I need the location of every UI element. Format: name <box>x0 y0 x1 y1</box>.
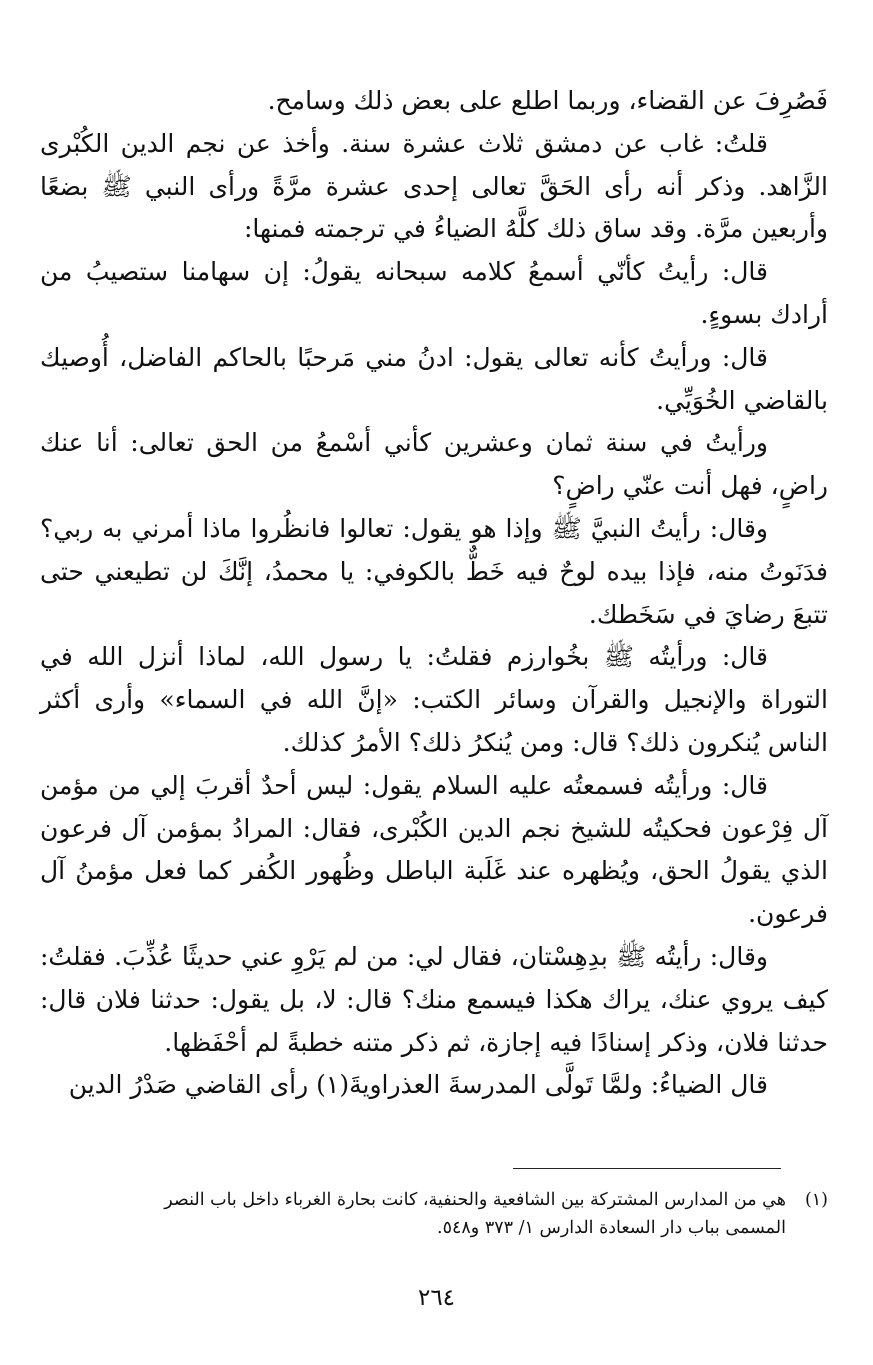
footnote-1 <box>45 1186 828 1242</box>
footnote-line-1: هي من المدارس المشتركة بين الشافعية والحنفية، كانت بحارة الغرباء داخل باب النصر <box>164 1190 786 1210</box>
footnote-line-2: المسمى بباب دار السعادة الدارس ١/ ٣٧٣ و٥٤٨. <box>437 1218 786 1238</box>
main-text <box>40 80 828 1107</box>
paragraph-10: قال الضياءُ: ولمَّا تَولَّى المدرسةَ العذراويةَ(١) رأى القاضي صَدْرُ الدين <box>68 1070 768 1100</box>
paragraph-1: فَصُرِفَ عن القضاء، وربما اطلع على بعض ذلك وسامح. <box>267 86 828 115</box>
paragraph-7: قال: ورأيتُه ﷺ بخُوارزم فقلتُ: يا رسول الله، لماذا أنزل الله في التوراة والإنجيل والقرآن وسائر الكتب: «إنَّ الله في السماء» وأرى أكثر الناس يُنكرون ذلك؟ قال: ومن يُنكرُ ذلك؟ الأمرُ كذلك. <box>40 642 828 757</box>
paragraph-3: قال: رأيتُ كأنّي أسمعُ كلامه سبحانه يقولُ: إن سهامنا ستصيبُ من أرادك بسوءٍ. <box>40 257 828 329</box>
footnotes <box>45 1186 828 1242</box>
paragraph-5: ورأيتُ في سنة ثمان وعشرين كأني أسْمعُ من الحق تعالى: أنا عنك راضٍ، فهل أنت عنّي راضٍ؟ <box>40 428 828 501</box>
paragraph-4: قال: ورأيتُ كأنه تعالى يقول: ادنُ مني مَرحبًا بالحاكم الفاضل، أُوصيك بالقاضي الخُوَيِّي. <box>40 342 828 415</box>
footnote-separator <box>513 1168 781 1169</box>
paragraph-6: وقال: رأيتُ النبيَّ ﷺ وإذا هو يقول: تعالوا فانظُروا ماذا أمرني به ربي؟ فدَنَوتُ منه، فإذا بيده لوحٌ فيه خَطٌّ بالكوفي: يا محمدُ، إنَّكَ لن تطيعني حتى تتبعَ رضايَ في سَخَطك. <box>40 513 828 629</box>
footnote-text <box>45 1186 786 1242</box>
paragraph-9: وقال: رأيتُه ﷺ بدِهِسْتان، فقال لي: من لم يَرْوِ عني حديثًا عُذِّبَ. فقلتُ: كيف يروي عنك، يراك هكذا فيسمع منك؟ قال: لا، بل يقول: حدثنا فلان قال: حدثنا فلان، وذكر إسنادًا فيه إجازة، ثم ذكر متنه خطبةً لم أحْفَظها. <box>40 941 828 1057</box>
footnote-number: (١) <box>804 1190 828 1210</box>
page-number: ٢٦٤ <box>417 1285 456 1311</box>
paragraph-2: قلتُ: غاب عن دمشق ثلاث عشرة سنة. وأخذ عن نجم الدين الكُبْرى الزَّاهد. وذكر أنه رأى الحَقَّ تعالى إحدى عشرة مرَّةً ورأى النبي ﷺ بضعًا وأربعين مرَّة. وقد ساق ذلك كلَّهُ الضياءُ في ترجمته فمنها: <box>40 128 828 244</box>
paragraph-8: قال: ورأيتُه فسمعتُه عليه السلام يقول: ليس أحدٌ أقربَ إلي من مؤمن آل فِرْعون فحكيتُه للشيخ نجم الدين الكُبْرى، فقال: المرادُ بمؤمن آل فرعون الذي يقولُ الحق، ويُظهره عند غَلَبة الباطل وظُهور الكُفر كما فعل مؤمنُ آل فرعون. <box>40 770 828 929</box>
